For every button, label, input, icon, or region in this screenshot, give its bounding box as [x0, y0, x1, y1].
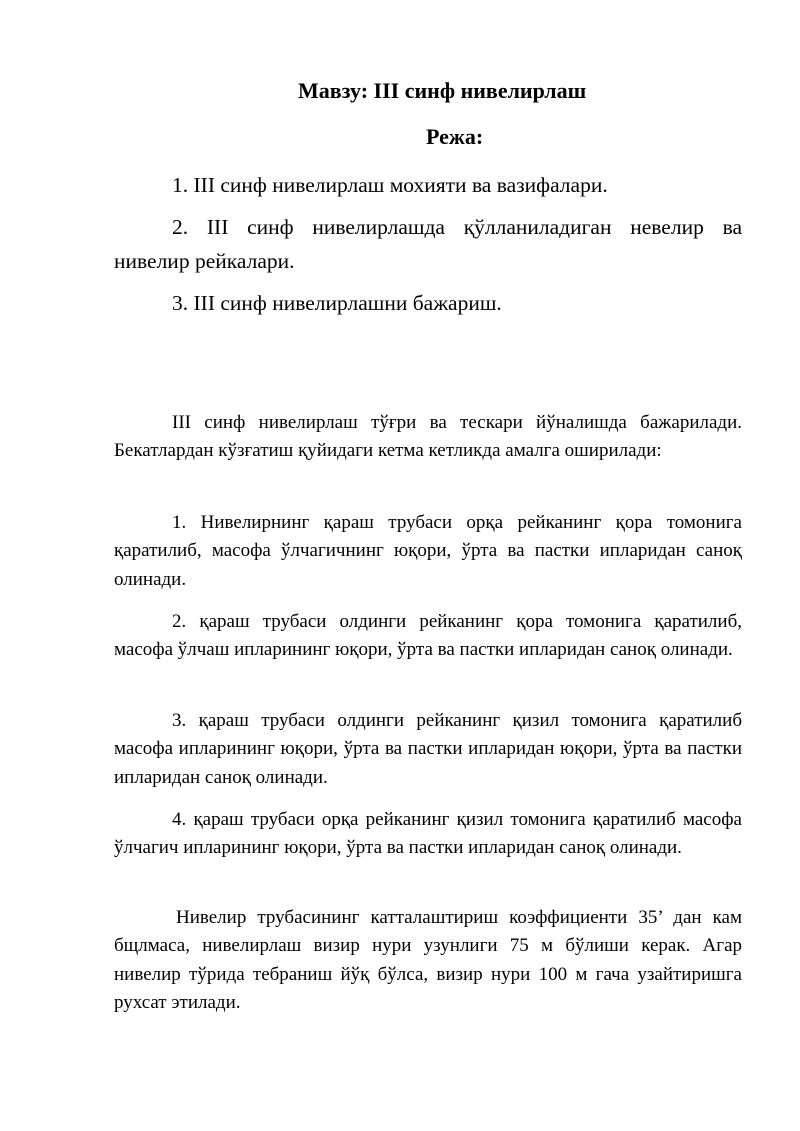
- document-title: Мавзу: III синф нивелирлаш: [298, 78, 587, 103]
- step-paragraph: 1. Нивелирнинг қараш трубаси орқа рейканинг қора томонига қаратилиб, масофа ўлчагичнинг юқори, ўрта ва пастки ипларидан саноқ олинади.: [114, 512, 742, 590]
- intro-paragraph: III синф нивелирлаш тўғри ва тескари йўналишда бажарилади. Бекатлардан кўзғатиш қуйидаги кетма кетликда амалга оширилади:: [114, 412, 742, 462]
- step-paragraph: 4. қараш трубаси орқа рейканинг қизил томонига қаратилиб масофа ўлчагич ипларининг юқори, ўрта ва пастки ипларидан саноқ олинади.: [114, 809, 742, 859]
- plan-item: 3. III синф нивелирлашни бажариш.: [172, 291, 502, 315]
- step-paragraph: 2. қараш трубаси олдинги рейканинг қора томонига қаратилиб, масофа ўлчаш ипларининг юқори, ўрта ва пастки ипларидан саноқ олинади.: [114, 611, 742, 661]
- step-paragraph: 3. қараш трубаси олдинги рейканинг қизил томонига қаратилиб масофа ипларининг юқори, ўрта ва пастки ипларидан юқори, ўрта ва пастки ипларидан саноқ олинади.: [114, 710, 742, 788]
- plan-item: 1. III синф нивелирлаш мохияти ва вазифалари.: [172, 173, 608, 197]
- final-paragraph: Нивелир трубасининг катталаштириш коэффициенти 35’ дан кам бщлмаса, нивелирлаш визир нури узунлиги 75 м бўлиши керак. Агар нивелир тўрида тебраниш йўқ бўлса, визир нури 100 м гача узайтиришга рухсат этилади.: [114, 907, 742, 1013]
- plan-item: 2. III синф нивелирлашда қўлланиладиган невелир ва нивелир рейкалари.: [114, 215, 742, 273]
- plan-heading: Режа:: [426, 124, 484, 149]
